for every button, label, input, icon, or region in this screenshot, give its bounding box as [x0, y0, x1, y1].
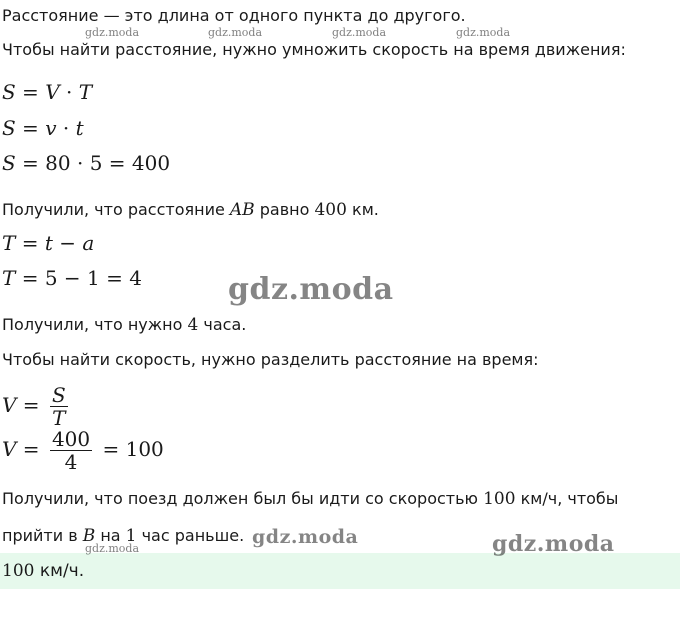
- fraction-s-over-t: $\frac{S}{T}$: [51, 383, 66, 430]
- watermark-small: gdz.moda: [208, 26, 263, 39]
- result-speed-text-continued: прийти в B на 1 час раньше.: [2, 526, 245, 546]
- formula-speed-general: V = $\frac{S}{T}$: [2, 383, 66, 430]
- watermark-small: gdz.moda: [85, 26, 140, 39]
- formula-distance-calc: S = 80 · 5 = 400: [2, 151, 171, 175]
- instruction-speed-text: Чтобы найти скорость, нужно разделить расстояние на время:: [2, 350, 539, 369]
- formula-speed-calc: V = $\frac{400}{4}$ = 100: [2, 427, 164, 474]
- answer-text: 100 км/ч.: [2, 561, 85, 581]
- formula-time-calc: T = 5 − 1 = 4: [2, 266, 142, 290]
- result-speed-text: Получили, что поезд должен был бы идти со скоростью 100 км/ч, чтобы: [2, 489, 619, 509]
- result-time-text: Получили, что нужно 4 часа.: [2, 315, 247, 335]
- watermark-small: gdz.moda: [332, 26, 387, 39]
- definition-text: Расстояние — это длина от одного пункта до другого.: [2, 6, 466, 25]
- formula-time-general: T = t − a: [2, 231, 95, 255]
- formula-distance-lower: S = v · t: [2, 116, 84, 140]
- watermark-big: gdz.moda: [228, 272, 394, 307]
- watermark-small: gdz.moda: [85, 542, 140, 555]
- formula-distance-general: S = V · T: [2, 80, 93, 104]
- watermark-big: gdz.moda: [252, 526, 359, 548]
- instruction-distance-text: Чтобы найти расстояние, нужно умножить скорость на время движения:: [2, 40, 626, 59]
- watermark-small: gdz.moda: [456, 26, 511, 39]
- fraction-400-over-4: $\frac{400}{4}$: [51, 427, 91, 474]
- watermark-big: gdz.moda: [492, 531, 615, 557]
- answer-box: [0, 553, 680, 589]
- result-distance-text: Получили, что расстояние AB равно 400 км.: [2, 200, 379, 220]
